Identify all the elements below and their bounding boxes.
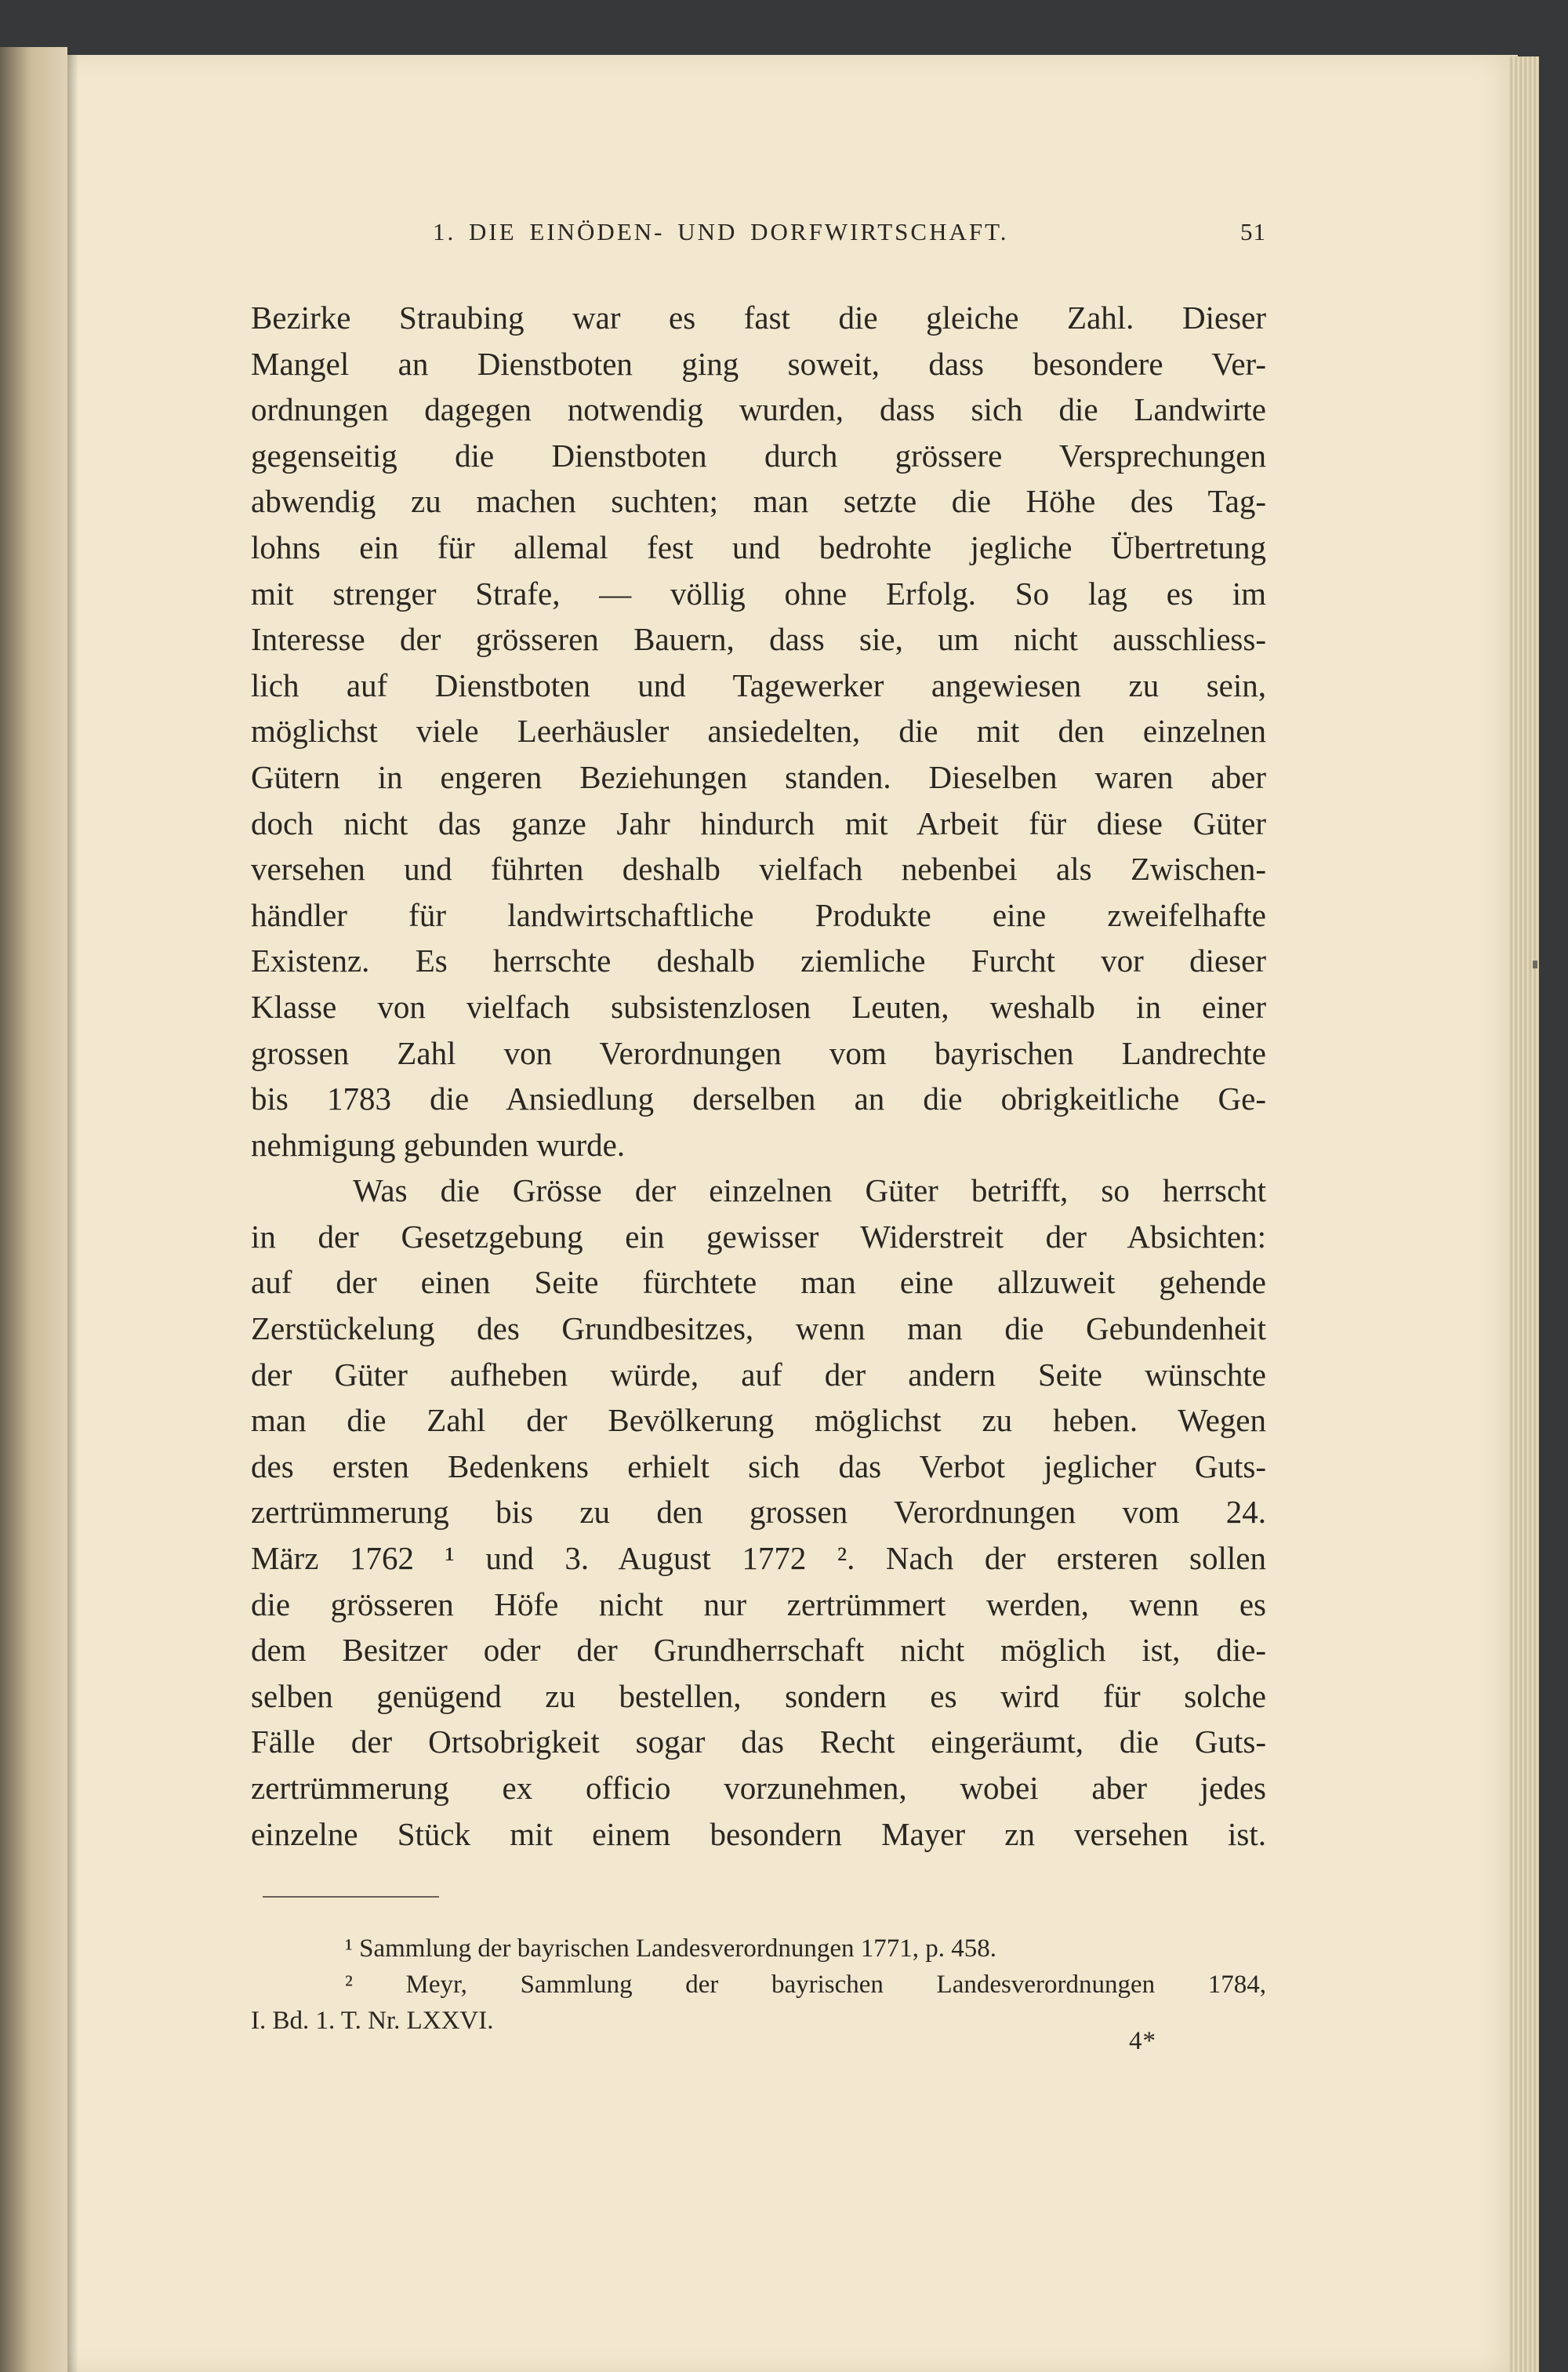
text-line: möglichst viele Leerhäusler ansiedelten, die mit den einzelnen: [251, 713, 1266, 750]
footnote-line: ¹ Sammlung der bayrischen Landesverordnungen 1771, p. 458.: [345, 1934, 997, 1963]
text-line: Fälle der Ortsobrigkeit sogar das Recht eingeräumt, die Guts-: [251, 1724, 1266, 1760]
text-line: doch nicht das ganze Jahr hindurch mit Arbeit für diese Güter: [251, 805, 1266, 841]
text-line: versehen und führten deshalb vielfach nebenbei als Zwischen-: [251, 851, 1266, 888]
footnote-line: I. Bd. 1. T. Nr. LXXVI.: [251, 2007, 494, 2036]
text-line: der Güter aufheben würde, auf der andern Seite wünschte: [251, 1356, 1266, 1393]
text-line: Mangel an Dienstboten ging soweit, dass besondere Ver-: [251, 345, 1266, 382]
text-line: Interesse der grösseren Bauern, dass sie, um nicht ausschliess-: [251, 621, 1266, 658]
footnotes: [251, 1931, 1266, 2039]
paper-fleck: [1533, 961, 1537, 968]
signature-mark: 4*: [1129, 2027, 1156, 2055]
previous-page-edge: [0, 47, 67, 2372]
text-line: gegenseitig die Dienstboten durch grössere Versprechungen: [251, 437, 1266, 474]
text-line: ordnungen dagegen notwendig wurden, dass sich die Landwirte: [251, 391, 1266, 428]
text-line: Gütern in engeren Beziehungen standen. Dieselben waren aber: [251, 758, 1266, 795]
text-line: die grösseren Höfe nicht nur zertrümmert werden, wenn es: [251, 1586, 1266, 1622]
text-line: Zerstückelung des Grundbesitzes, wenn man die Gebundenheit: [251, 1310, 1266, 1347]
text-line: selben genügend zu bestellen, sondern es wird für solche: [251, 1677, 1266, 1714]
text-line: Klasse von vielfach subsistenzlosen Leuten, weshalb in einer: [251, 988, 1266, 1025]
text-line: zertrümmerung ex officio vorzunehmen, wobei aber jedes: [251, 1770, 1266, 1806]
page-content: [251, 218, 1266, 2039]
text-line: grossen Zahl von Verordnungen vom bayrischen Landrechte: [251, 1034, 1266, 1071]
text-line: einzelne Stück mit einem besondern Mayer zn versehen ist.: [251, 1815, 1266, 1852]
text-line: März 1762 ¹ und 3. August 1772 ². Nach der ersteren sollen: [251, 1540, 1266, 1577]
text-line: abwendig zu machen suchten; man setzte die Höhe des Tag-: [251, 483, 1266, 520]
page-number: 51: [1240, 218, 1266, 245]
text-line: zertrümmerung bis zu den grossen Verordnungen vom 24.: [251, 1494, 1266, 1531]
text-line: bis 1783 die Ansiedlung derselben an die obrigkeitliche Ge-: [251, 1081, 1266, 1117]
text-line: dem Besitzer oder der Grundherrschaft nicht möglich ist, die-: [251, 1632, 1266, 1669]
text-line: nehmigung gebunden wurde.: [251, 1126, 626, 1163]
running-header: [251, 218, 1266, 257]
running-title: 1. DIE EINÖDEN- UND DORFWIRTSCHAFT.: [433, 218, 1009, 245]
text-line: des ersten Bedenkens erhielt sich das Verbot jeglicher Guts-: [251, 1448, 1266, 1484]
text-line: lohns ein für allemal fest und bedrohte jegliche Übertretung: [251, 529, 1266, 565]
body-text: [251, 295, 1266, 1857]
page-gutter-shadow: [67, 55, 78, 2372]
text-line: mit strenger Strafe, — völlig ohne Erfolg. So lag es im: [251, 575, 1266, 612]
text-line: lich auf Dienstboten und Tagewerker angewiesen zu sein,: [251, 667, 1266, 703]
text-line: händler für landwirtschaftliche Produkte eine zweifelhafte: [251, 896, 1266, 933]
page-block-edge: [1509, 56, 1539, 2372]
footnote-rule: [263, 1896, 439, 1898]
text-line: auf der einen Seite fürchtete man eine allzuweit gehende: [251, 1264, 1266, 1301]
text-line: Was die Grösse der einzelnen Güter betrifft, so herrscht: [353, 1172, 1266, 1209]
text-line: man die Zahl der Bevölkerung möglichst zu heben. Wegen: [251, 1402, 1266, 1439]
text-line: in der Gesetzgebung ein gewisser Widerstreit der Absichten:: [251, 1218, 1266, 1255]
footnote-line: ² Meyr, Sammlung der bayrischen Landesverordnungen 1784,: [345, 1971, 1266, 2000]
text-line: Existenz. Es herrschte deshalb ziemliche Furcht vor dieser: [251, 943, 1266, 979]
text-line: Bezirke Straubing war es fast die gleiche Zahl. Dieser: [251, 300, 1266, 336]
